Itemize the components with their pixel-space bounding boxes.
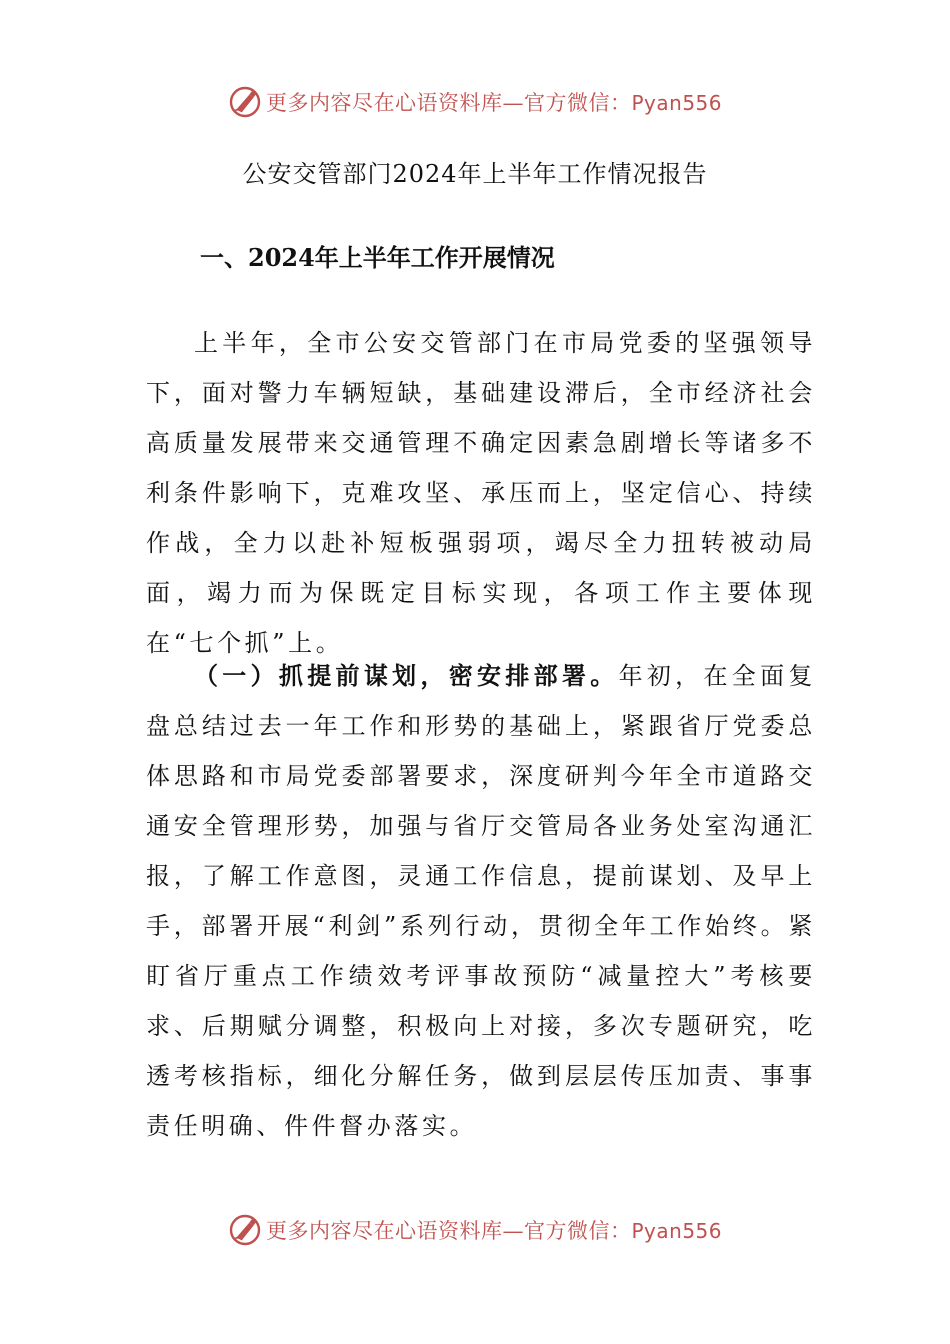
watermark-text: 更多内容尽在心语资料库—官方微信：Pyan556 <box>265 1219 722 1243</box>
paragraph-2-lead: （一）抓提前谋划，密安排部署。 <box>194 661 619 690</box>
paragraph-2 <box>146 651 816 1151</box>
section-heading: 一、2024年上半年工作开展情况 <box>200 243 555 272</box>
pen-nib-icon <box>228 1213 262 1247</box>
paragraph-2-body: 年初，在全面复盘总结过去一年工作和形势的基础上，紧跟省厅党委总体思路和市局党委部署要求，深度研判今年全市道路交通安全管理形势，加强与省厅交管局各业务处室沟通汇报，了解工作意图，灵通工作信息，提前谋划、及早上手，部署开展“利剑”系列行动，贯彻全年工作始终。紧盯省厅重点工作绩效考评事故预防“减量控大”考核要求、后期赋分调整，积极向上对接，多次专题研究，吃透考核指标，细化分解任务，做到层层传压加责、事事责任明确、件件督办落实。 <box>146 662 817 1140</box>
watermark-text: 更多内容尽在心语资料库—官方微信：Pyan556 <box>265 91 722 115</box>
pen-nib-icon <box>228 85 262 119</box>
paragraph-1: 上半年，全市公安交管部门在市局党委的坚强领导下，面对警力车辆短缺，基础建设滞后，全市经济社会高质量发展带来交通管理不确定因素急剧增长等诸多不利条件影响下，克难攻坚、承压而上，坚定信心、持续作战，全力以赴补短板强弱项，竭尽全力扭转被动局面，竭力而为保既定目标实现，各项工作主要体现在“七个抓”上。 <box>146 329 816 657</box>
watermark-banner-bottom <box>0 1212 950 1248</box>
document-title: 公安交管部门2024年上半年工作情况报告 <box>242 160 708 188</box>
watermark-banner-top <box>0 84 950 120</box>
